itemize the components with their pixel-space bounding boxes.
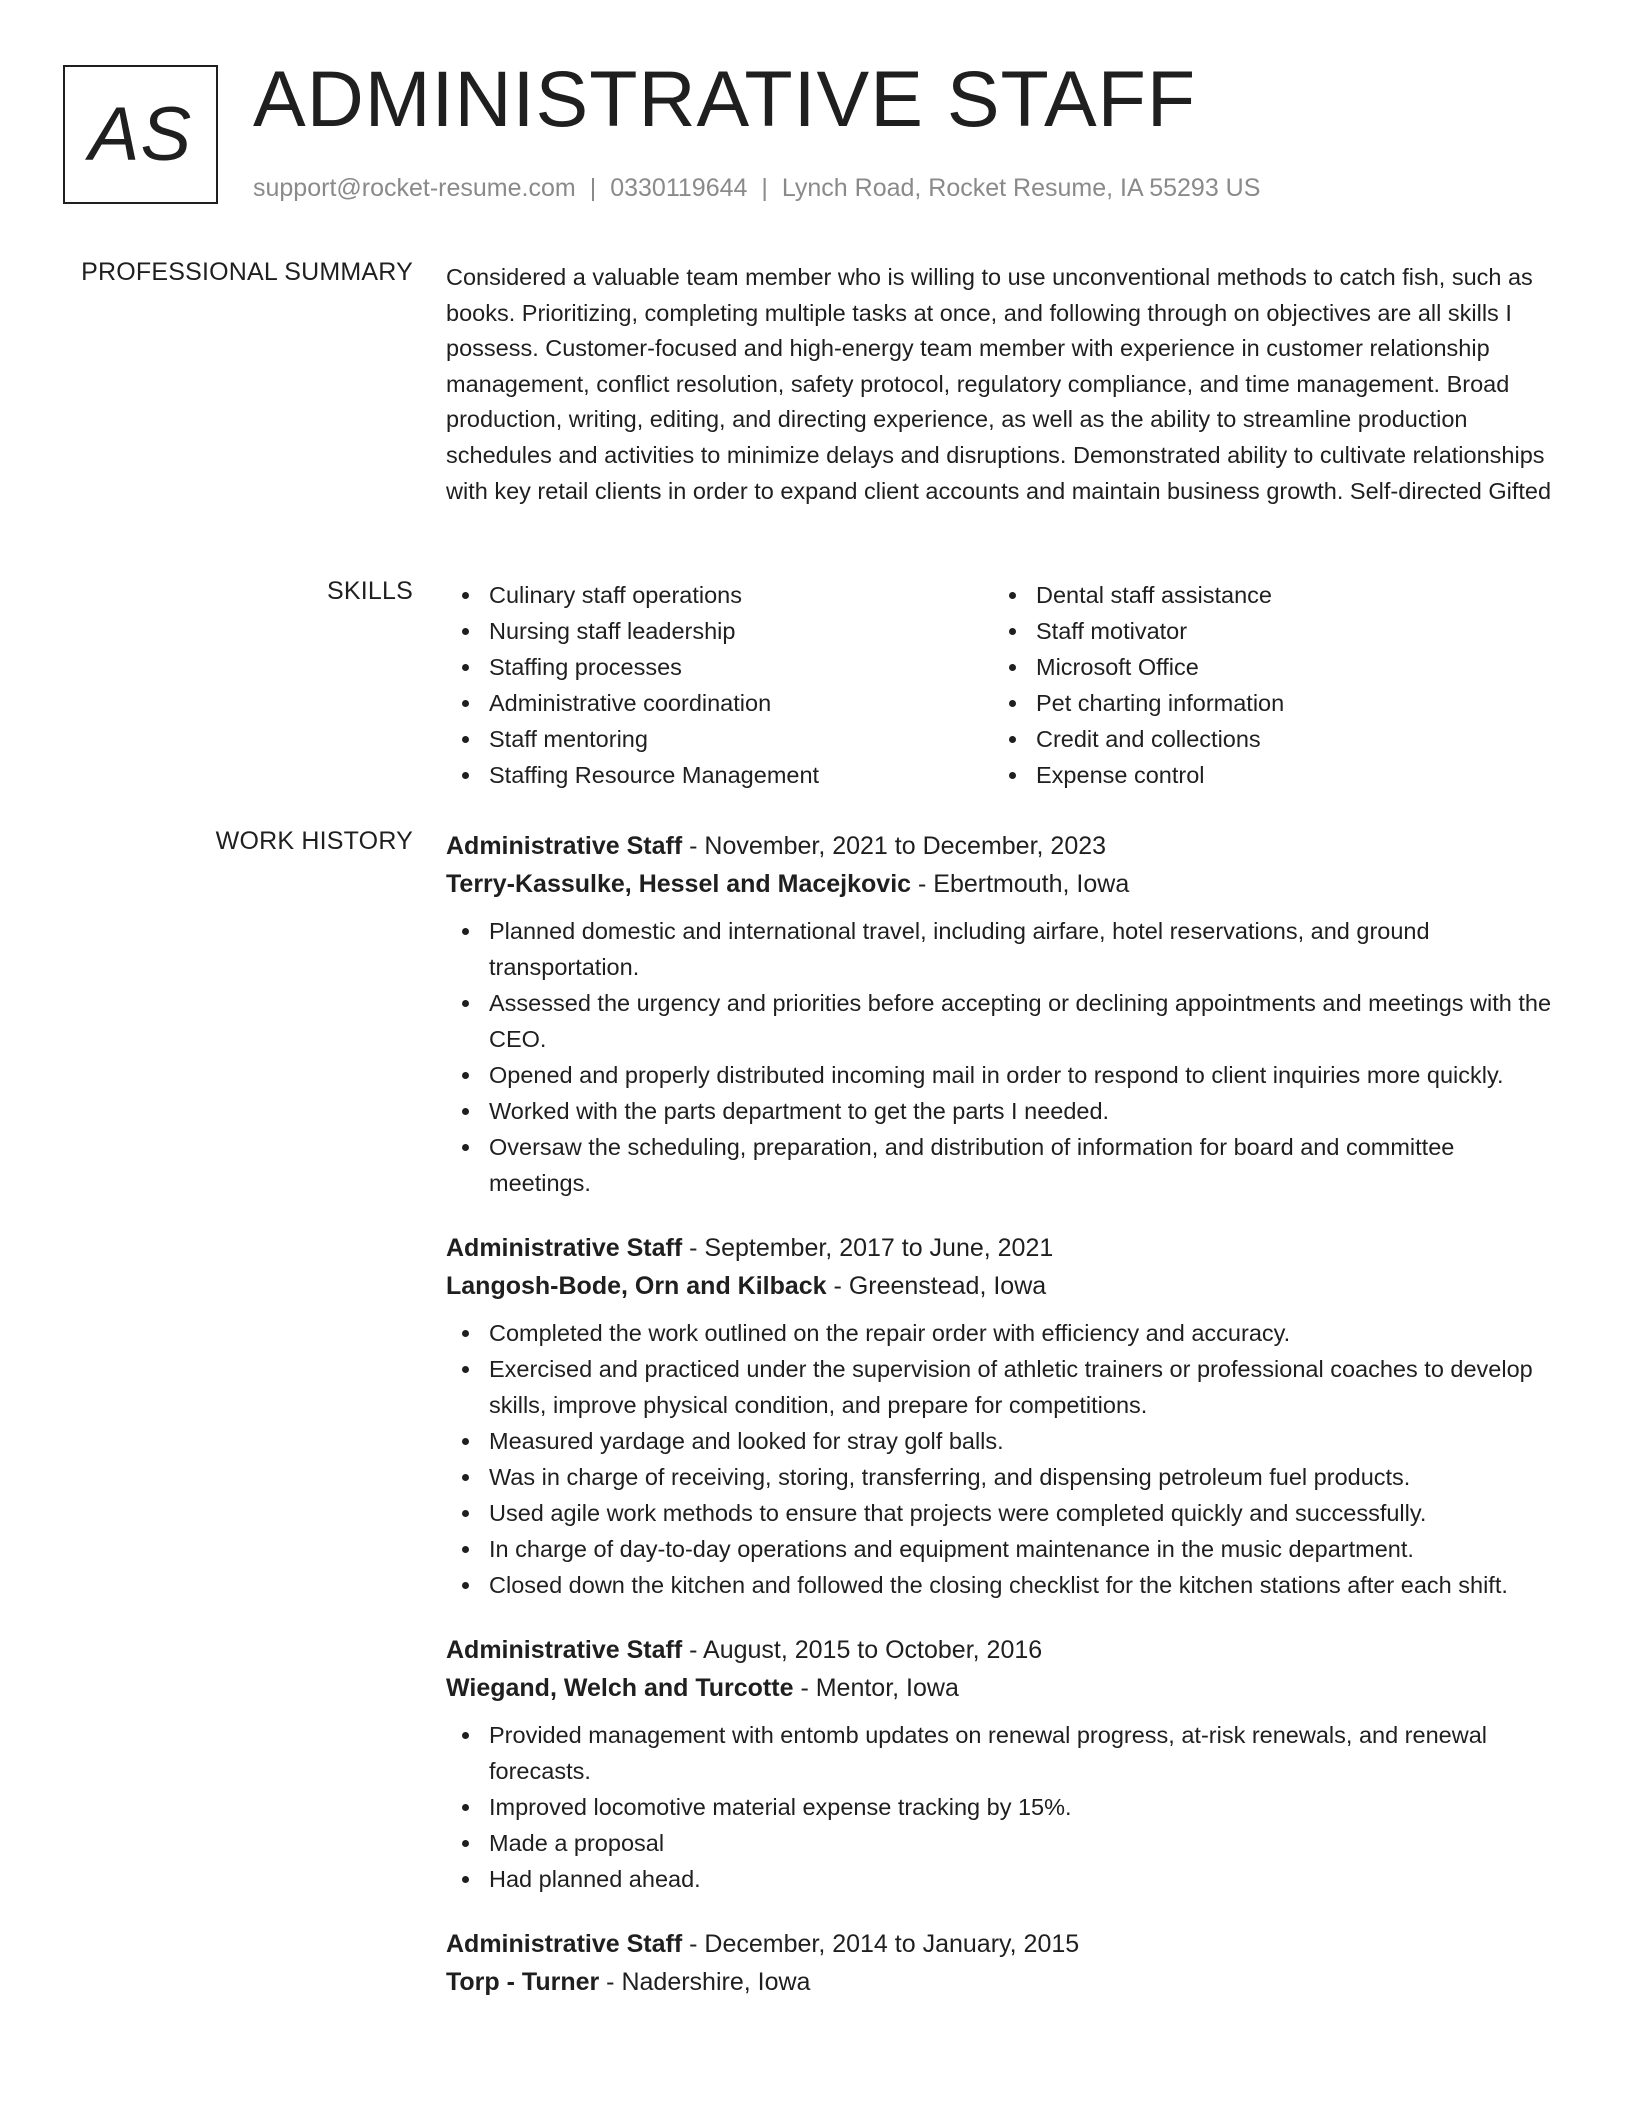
job-company-line: Torp - Turner - Nadershire, Iowa [446,1968,811,1996]
job-title-line: Administrative Staff - November, 2021 to December, 2023 [446,832,1107,860]
job-company: Terry-Kassulke, Hessel and Macejkovic [446,870,912,898]
job-duty-item: Completed the work outlined on the repair order with efficiency and accuracy. [446,1315,1561,1351]
job-title: Administrative Staff [446,1234,683,1262]
job-company: Wiegand, Welch and Turcotte [446,1674,794,1702]
job-duties-list [446,1315,1561,1603]
job-duty-item: Oversaw the scheduling, preparation, and distribution of information for board and committee meetings. [446,1129,1561,1201]
job-title: Administrative Staff [446,1636,683,1664]
job-title-line: Administrative Staff - September, 2017 to June, 2021 [446,1234,1054,1262]
job-title-line: Administrative Staff - December, 2014 to January, 2015 [446,1930,1080,1958]
skill-item: Staffing Resource Management [446,757,993,793]
skills-body [446,577,1561,793]
job-company-line: Langosh-Bode, Orn and Kilback - Greenstead, Iowa [446,1272,1047,1300]
job-location: Mentor, Iowa [815,1674,959,1702]
work-history-body [446,827,1561,2029]
job-entry [446,1925,1561,2001]
job-duty-item: Assessed the urgency and priorities before accepting or declining appointments and meetings with the CEO. [446,985,1561,1057]
skills-heading: SKILLS [327,577,413,605]
summary-text: Considered a valuable team member who is willing to use unconventional methods to catch fish, such as books. Prioritizing, completing multiple tasks at once, and following through on objectives are all skills I possess. Customer-focused and high-energy team member with experience in customer relationship management, conflict resolution, safety protocol, regulatory compliance, and time management. Broad production, writing, editing, and directing experience, as well as the ability to streamline production schedules and activities to minimize delays and disruptions. Demonstrated ability to cultivate relationships with key retail clients in order to expand client accounts and maintain business growth. Self-directed Gifted [446,264,1552,504]
skill-item: Administrative coordination [446,685,993,721]
contact-separator: | [589,174,597,202]
job-company-line: Wiegand, Welch and Turcotte - Mentor, Iowa [446,1674,959,1702]
job-duty-item: Measured yardage and looked for stray golf balls. [446,1423,1561,1459]
job-duty-item: Used agile work methods to ensure that projects were completed quickly and successfully. [446,1495,1561,1531]
candidate-name: ADMINISTRATIVE STAFF [253,54,1197,143]
skill-item: Credit and collections [993,721,1540,757]
job-duty-item: Planned domestic and international travel, including airfare, hotel reservations, and ground transportation. [446,913,1561,985]
job-company-line: Terry-Kassulke, Hessel and Macejkovic - Ebertmouth, Iowa [446,870,1130,898]
contact-separator: | [761,174,768,202]
skill-item: Dental staff assistance [993,577,1540,613]
job-title: Administrative Staff [446,832,683,860]
job-dates: September, 2017 to June, 2021 [704,1234,1054,1262]
skill-item: Nursing staff leadership [446,613,993,649]
job-location: Greenstead, Iowa [848,1272,1047,1300]
job-title-line: Administrative Staff - August, 2015 to October, 2016 [446,1636,1043,1664]
skill-item: Staffing processes [446,649,993,685]
job-dates: August, 2015 to October, 2016 [703,1636,1043,1664]
contact-email: support@rocket-resume.com [253,174,576,202]
job-company: Torp - Turner [446,1968,600,1996]
job-duty-item: Made a proposal [446,1825,1561,1861]
initials-monogram: AS [63,65,218,204]
skill-item: Staff mentoring [446,721,993,757]
contact-line [253,174,1260,203]
job-company: Langosh-Bode, Orn and Kilback [446,1272,827,1300]
job-location: Nadershire, Iowa [621,1968,811,1996]
work-history-heading: WORK HISTORY [215,827,413,855]
job-duty-item: In charge of day-to-day operations and equipment maintenance in the music department. [446,1531,1561,1567]
job-duty-item: Exercised and practiced under the supervision of athletic trainers or professional coaches to develop skills, improve physical condition, and prepare for competitions. [446,1351,1561,1423]
job-duty-item: Had planned ahead. [446,1861,1561,1897]
summary-heading: PROFESSIONAL SUMMARY [81,258,413,286]
job-duties-list [446,1717,1561,1897]
job-duty-item: Improved locomotive material expense tracking by 15%. [446,1789,1561,1825]
job-dates: November, 2021 to December, 2023 [704,832,1107,860]
job-duty-item: Opened and properly distributed incoming mail in order to respond to client inquiries more quickly. [446,1057,1561,1093]
skill-item: Culinary staff operations [446,577,993,613]
contact-address: Lynch Road, Rocket Resume, IA 55293 US [781,174,1261,202]
job-location: Ebertmouth, Iowa [933,870,1130,898]
job-duty-item: Was in charge of receiving, storing, transferring, and dispensing petroleum fuel products. [446,1459,1561,1495]
skill-item: Pet charting information [993,685,1540,721]
skills-column-left [446,577,993,793]
job-duty-item: Provided management with entomb updates on renewal progress, at-risk renewals, and renewal forecasts. [446,1717,1561,1789]
skill-item: Microsoft Office [993,649,1540,685]
job-entry [446,1631,1561,1897]
job-duties-list [446,913,1561,1201]
job-dates: December, 2014 to January, 2015 [704,1930,1080,1958]
job-duty-item: Closed down the kitchen and followed the closing checklist for the kitchen stations after each shift. [446,1567,1561,1603]
skills-column-right [993,577,1540,793]
job-title: Administrative Staff [446,1930,683,1958]
job-entry [446,1229,1561,1603]
skill-item: Staff motivator [993,613,1540,649]
job-entry [446,827,1561,1201]
job-duty-item: Worked with the parts department to get the parts I needed. [446,1093,1561,1129]
skill-item: Expense control [993,757,1540,793]
contact-phone: 0330119644 [610,174,748,202]
